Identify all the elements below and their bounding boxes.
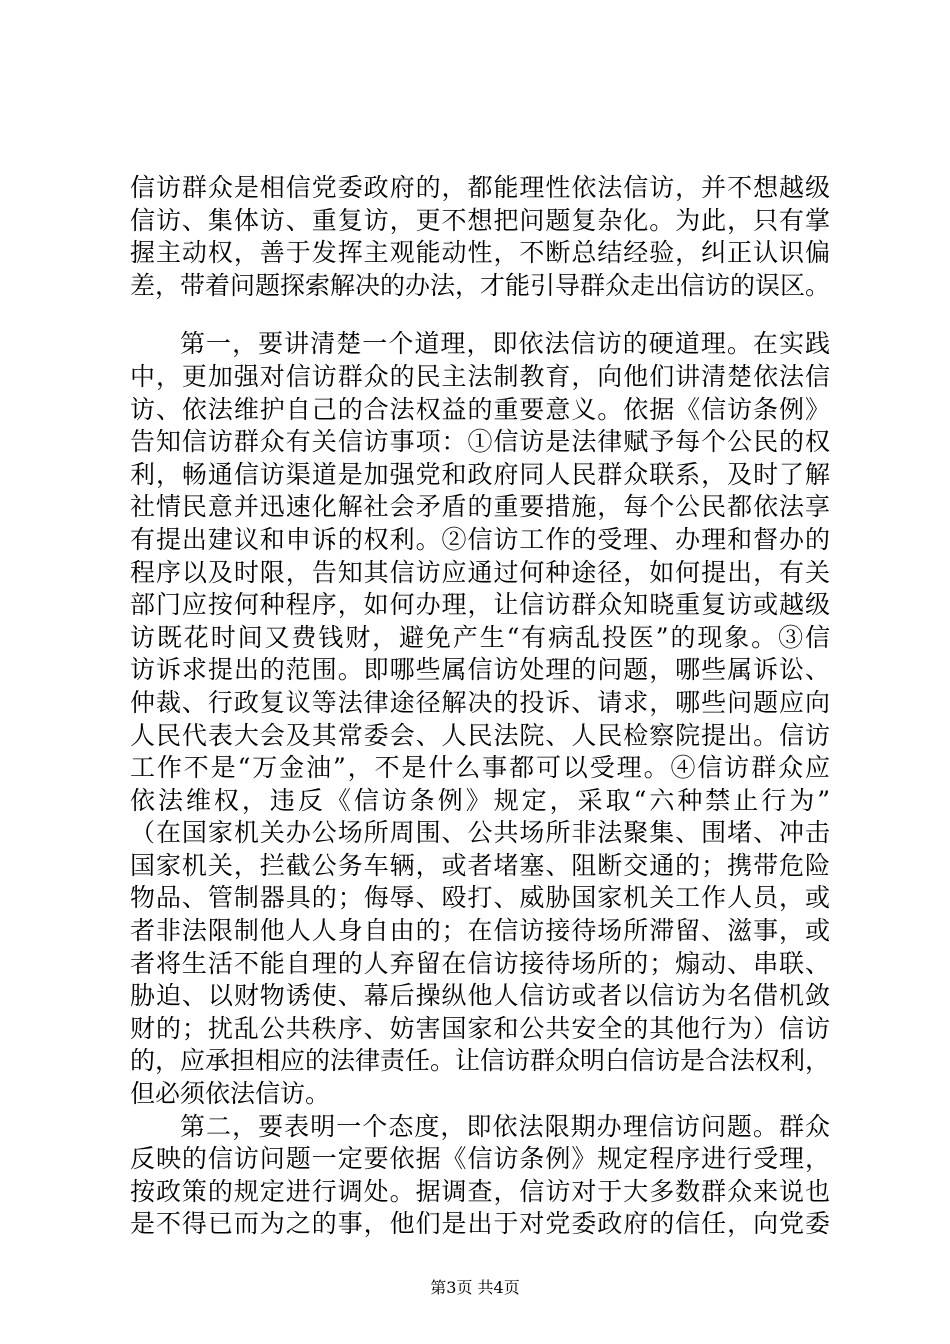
text-line: 依法维权，违反《信访条例》规定，采取“六种禁止行为” (130, 785, 830, 815)
document-body (130, 172, 830, 1241)
text-line: 人民代表大会及其常委会、人民法院、人民检察院提出。信访 (130, 720, 830, 750)
text-line: 访诉求提出的范围。即哪些属信访处理的问题，哪些属诉讼、 (130, 655, 830, 685)
paragraph (130, 328, 830, 1110)
text-line: 物品、管制器具的；侮辱、殴打、威胁国家机关工作人员，或 (130, 883, 830, 913)
text-line: 部门应按何种程序，如何办理，让信访群众知晓重复访或越级 (130, 590, 830, 620)
text-line: 但必须依法信访。 (130, 1079, 331, 1109)
text-line: 告知信访群众有关信访事项：①信访是法律赋予每个公民的权 (130, 427, 830, 457)
text-line: 信访、集体访、重复访，更不想把问题复杂化。为此，只有掌 (130, 205, 830, 235)
paragraph (130, 172, 830, 302)
text-line: 中，更加强对信访群众的民主法制教育，向他们讲清楚依法信 (130, 361, 830, 391)
text-line: 访既花时间又费钱财，避免产生“有病乱投医”的现象。③信 (130, 622, 830, 652)
text-line: 仲裁、行政复议等法律途径解决的投诉、请求，哪些问题应向 (130, 687, 830, 717)
paragraph-gap (130, 302, 830, 328)
text-line: 的，应承担相应的法律责任。让信访群众明白信访是合法权利， (130, 1046, 831, 1076)
text-line: 财的；扰乱公共秩序、妨害国家和公共安全的其他行为）信访 (130, 1013, 830, 1043)
text-line: 胁迫、以财物诱使、幕后操纵他人信访或者以信访为名借机敛 (130, 981, 830, 1011)
text-line: 握主动权，善于发挥主观能动性，不断总结经验，纠正认识偏 (130, 238, 830, 268)
text-line: 国家机关，拦截公务车辆，或者堵塞、阻断交通的；携带危险 (130, 850, 830, 880)
text-line: 反映的信访问题一定要依据《信访条例》规定程序进行受理， (130, 1144, 830, 1174)
text-line: 者非法限制他人人身自由的；在信访接待场所滞留、滋事，或 (130, 916, 830, 946)
text-line: 访、依法维护自己的合法权益的重要意义。依据《信访条例》 (130, 394, 830, 424)
text-line: 差，带着问题探索解决的办法，才能引导群众走出信访的误区。 (130, 270, 831, 300)
text-line: 利，畅通信访渠道是加强党和政府同人民群众联系，及时了解 (130, 459, 830, 489)
text-line: 者将生活不能自理的人弃留在信访接待场所的；煽动、串联、 (130, 948, 830, 978)
text-line: 工作不是“万金油”，不是什么事都可以受理。④信访群众应 (130, 753, 830, 783)
text-line: 社情民意并迅速化解社会矛盾的重要措施，每个公民都依法享 (130, 492, 830, 522)
text-line: 程序以及时限，告知其信访应通过何种途径，如何提出，有关 (130, 557, 830, 587)
text-line: 按政策的规定进行调处。据调查，信访对于大多数群众来说也 (130, 1176, 830, 1206)
paragraph (130, 1111, 830, 1241)
page-footer: 第3页 共4页 (430, 1278, 520, 1297)
text-line: 有提出建议和申诉的权利。②信访工作的受理、办理和督办的 (130, 524, 830, 554)
text-line: 信访群众是相信党委政府的，都能理性依法信访，并不想越级 (130, 173, 830, 202)
text-line: （在国家机关办公场所周围、公共场所非法聚集、围堵、冲击 (130, 818, 830, 848)
text-line: 第一，要讲清楚一个道理，即依法信访的硬道理。在实践 (180, 329, 830, 359)
text-line: 是不得已而为之的事，他们是出于对党委政府的信任，向党委 (130, 1209, 830, 1239)
text-line: 第二，要表明一个态度，即依法限期办理信访问题。群众 (180, 1111, 830, 1141)
